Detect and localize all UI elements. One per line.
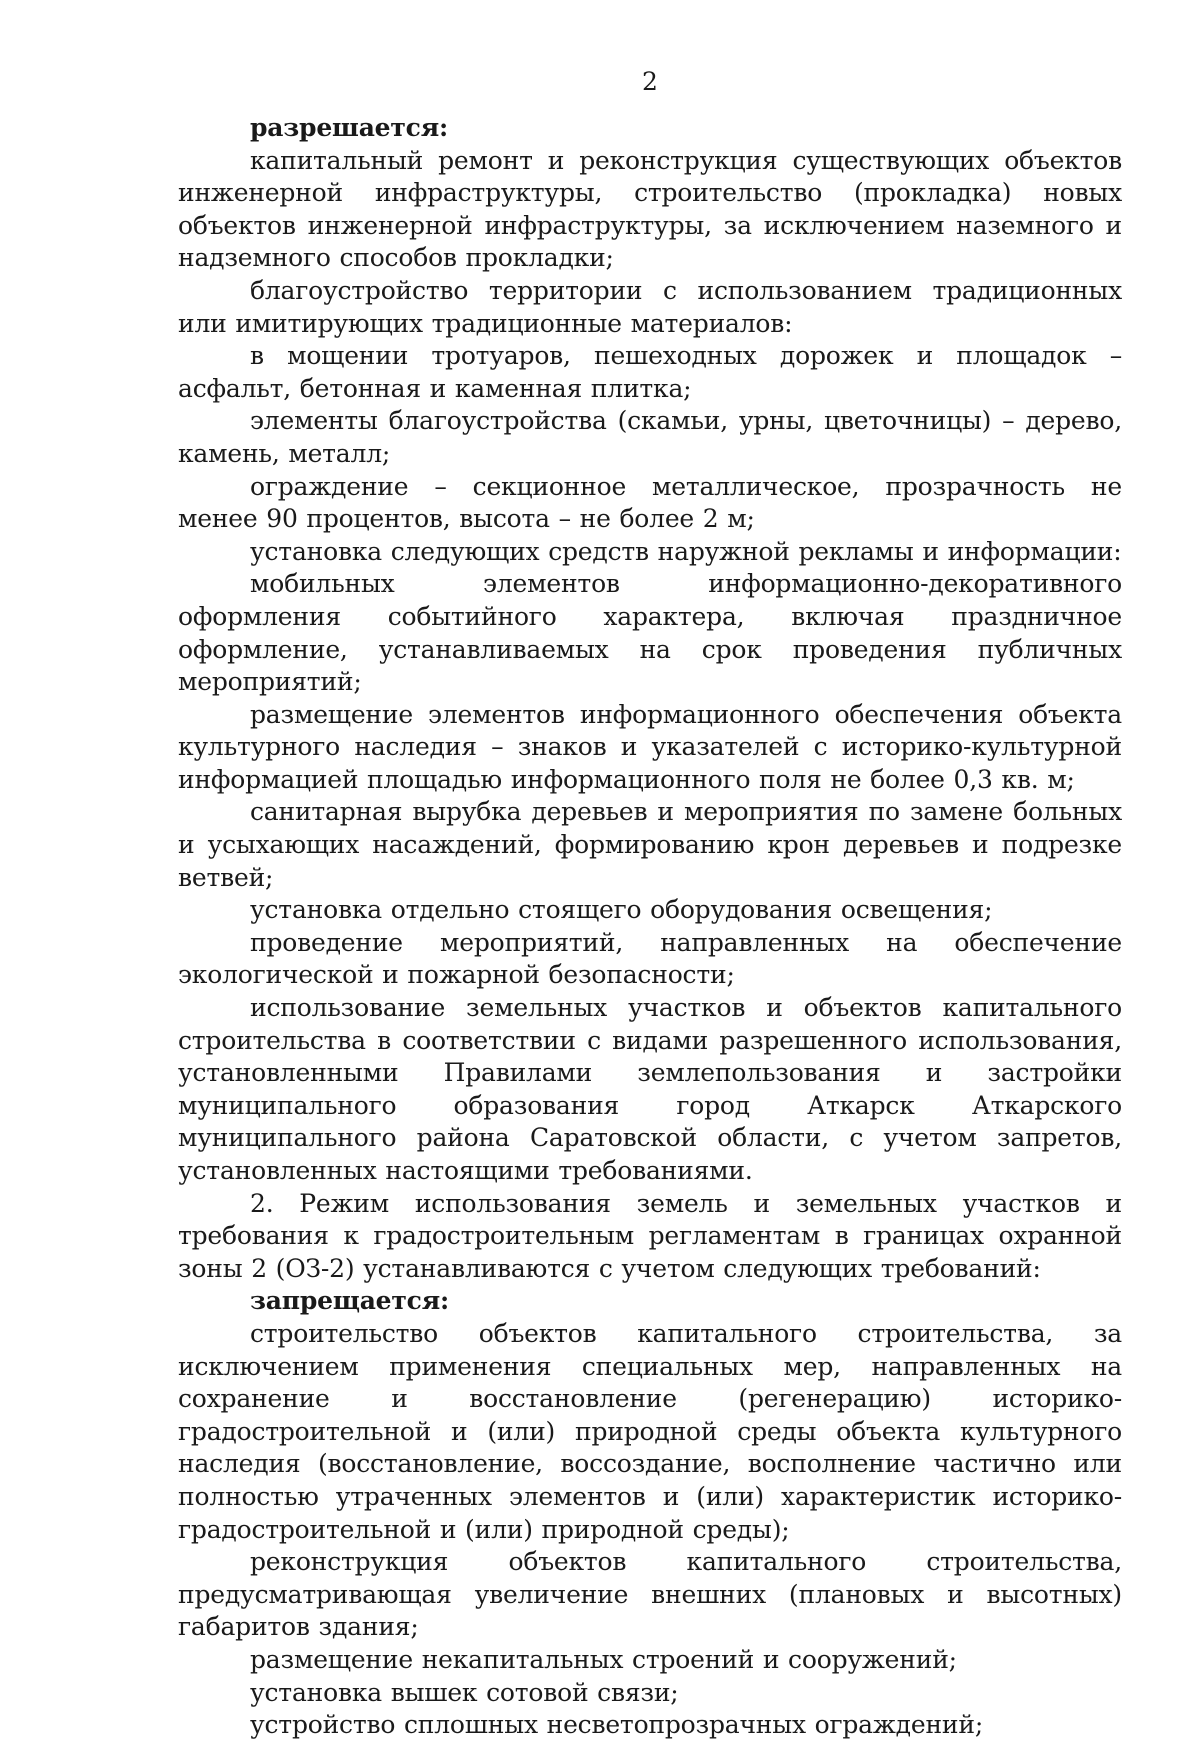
paragraph: проведение мероприятий, направленных на обеспечение экологической и пожарной безопасности; bbox=[178, 927, 1122, 990]
section-heading-permitted: разрешается: bbox=[250, 113, 449, 142]
paragraph: мобильных элементов информационно-декоративного оформления событийного характера, включая праздничное оформление, устанавливаемых на срок проведения публичных мероприятий; bbox=[178, 569, 1122, 697]
paragraph: установка следующих средств наружной рекламы и информации: bbox=[250, 536, 1122, 566]
paragraph: в мощении тротуаров, пешеходных дорожек и площадок – асфальт, бетонная и каменная плитка; bbox=[178, 341, 1122, 403]
document-body bbox=[178, 112, 1122, 1742]
paragraph: реконструкция объектов капитального строительства, предусматривающая увеличение внешних (плановых и высотных) габаритов здания; bbox=[178, 1547, 1122, 1642]
paragraph: размещение некапитальных строений и сооружений; bbox=[250, 1644, 957, 1674]
paragraph: использование земельных участков и объектов капитального строительства в соответствии с видами разрешенного использования, установленными Правилами землепользования и застройки муниципального образования город Аткарск Аткарского муниципального района Саратовской области, с учетом запретов, установленных настоящими требованиями. bbox=[178, 993, 1122, 1185]
paragraph: элементы благоустройства (скамьи, урны, цветочницы) – дерево, камень, металл; bbox=[178, 406, 1122, 468]
paragraph: капитальный ремонт и реконструкция существующих объектов инженерной инфраструктуры, строительство (прокладка) новых объектов инженерной инфраструктуры, за исключением наземного и надземного способов прокладки; bbox=[178, 145, 1122, 273]
paragraph: устройство сплошных несветопрозрачных ограждений; bbox=[250, 1710, 984, 1740]
paragraph-section-2: 2. Режим использования земель и земельных участков и требования к градостроительным регламентам в границах охранной зоны 2 (ОЗ-2) устанавливаются с учетом следующих требований: bbox=[178, 1188, 1122, 1283]
page-number: 2 bbox=[642, 67, 658, 96]
paragraph: размещение элементов информационного обеспечения объекта культурного наследия – знаков и указателей с историко-культурной информацией площадью информационного поля не более 0,3 кв. м; bbox=[178, 699, 1122, 794]
paragraph: благоустройство территории с использованием традиционных или имитирующих традиционные материалов: bbox=[178, 275, 1122, 338]
paragraph: установка отдельно стоящего оборудования освещения; bbox=[250, 895, 993, 925]
section-heading-prohibited: запрещается: bbox=[250, 1286, 450, 1316]
paragraph: строительство объектов капитального строительства, за исключением применения специальных мер, направленных на сохранение и восстановление (регенерацию) историко-градостроительной и (или) природной среды объекта культурного наследия (восстановление, воссоздание, восполнение частично или полностью утраченных элементов и (или) характеристик историко-градостроительной и (или) природной среды); bbox=[178, 1318, 1122, 1544]
paragraph: установка вышек сотовой связи; bbox=[250, 1677, 679, 1707]
paragraph: ограждение – секционное металлическое, прозрачность не менее 90 процентов, высота – не более 2 м; bbox=[178, 471, 1122, 534]
document-page bbox=[178, 62, 1122, 1742]
paragraph: санитарная вырубка деревьев и мероприятия по замене больных и усыхающих насаждений, формированию крон деревьев и подрезке ветвей; bbox=[178, 797, 1122, 892]
